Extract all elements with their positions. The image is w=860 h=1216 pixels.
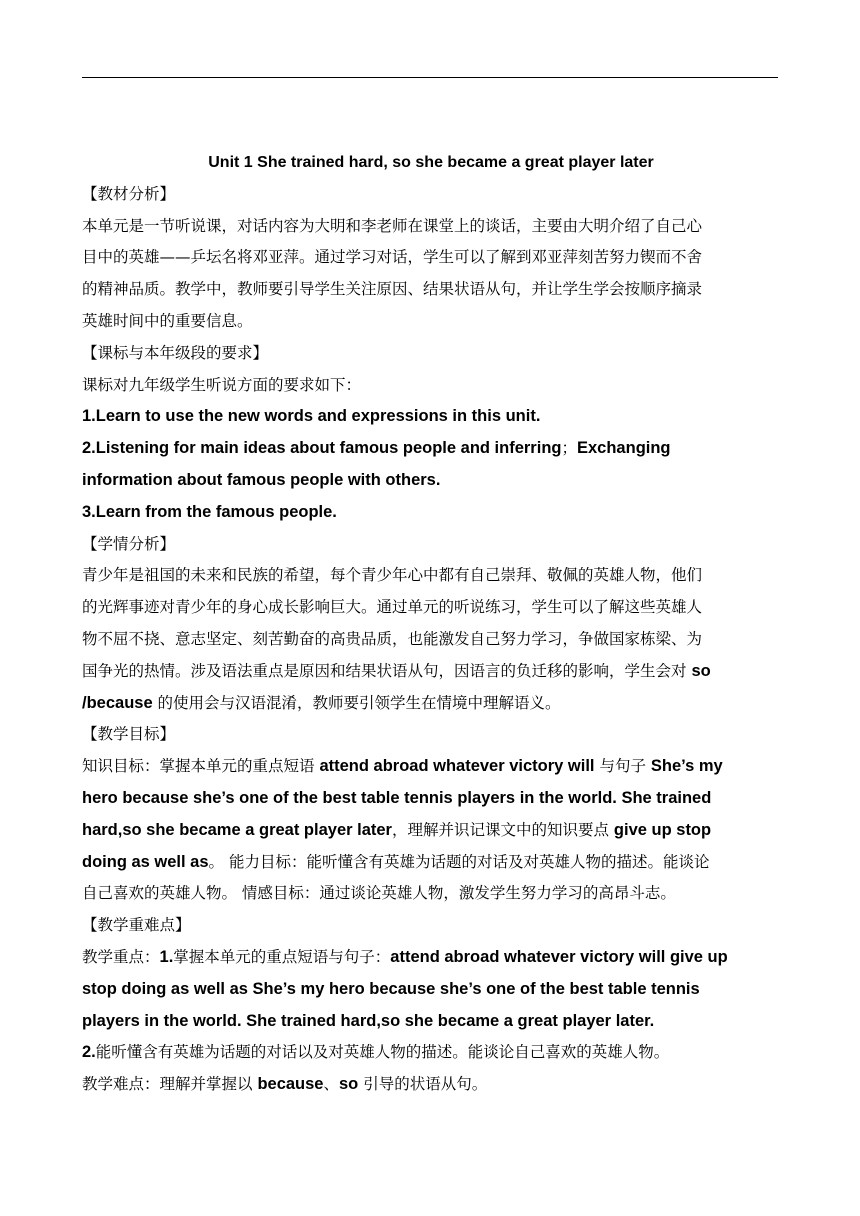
text-run: 教学难点：理解并掌握以: [82, 1075, 258, 1094]
bold-text-run: Exchanging: [577, 439, 671, 458]
text-run: 【教学重难点】: [82, 916, 191, 935]
bold-text-run: /because: [82, 693, 153, 712]
text-run: 的光辉事迹对青少年的身心成长影响巨大。通过单元的听说练习，学生可以了解这些英雄人: [82, 598, 703, 617]
text-line: [82, 847, 780, 879]
text-run: 本单元是一节听说课，对话内容为大明和李老师在课堂上的谈话，主要由大明介绍了自己心: [82, 216, 703, 235]
bold-text-run: attend abroad whatever victory will: [319, 757, 595, 776]
text-line: [82, 1037, 780, 1069]
text-line: [82, 688, 780, 720]
bold-text-run: stop doing as well as She’s my hero because she’s one of the best table tennis: [82, 979, 700, 998]
bold-text-run: so: [691, 661, 711, 680]
text-run: 掌握本单元的重点短语与句子：: [173, 947, 391, 966]
text-run: 、: [323, 1075, 339, 1094]
bold-text-run: 2.: [82, 1043, 96, 1062]
bold-text-run: so: [339, 1075, 359, 1094]
document-title: Unit 1 She trained hard, so she became a great player later: [208, 154, 654, 171]
text-run: 【教学目标】: [82, 725, 176, 744]
text-line: [82, 274, 780, 306]
text-line: [82, 179, 780, 211]
bold-text-run: 1.Learn to use the new words and expressions in this unit.: [82, 407, 541, 426]
bold-text-run: attend abroad whatever victory will give up: [390, 947, 728, 966]
text-run: 引导的状语从句。: [358, 1075, 488, 1094]
bold-text-run: hero because she’s one of the best table tennis players in the world. She trained: [82, 788, 712, 807]
text-line: [82, 338, 780, 370]
text-line: [82, 815, 780, 847]
text-run: 物不屈不挠、意志坚定、刻苦勤奋的高贵品质，也能激发自己努力学习，争做国家栋梁、为: [82, 629, 703, 648]
bold-text-run: 2.Listening for main ideas about famous people and inferring: [82, 439, 562, 458]
text-run: 【学情分析】: [82, 534, 176, 553]
bold-text-run: players in the world. She trained hard,so she became a great player later.: [82, 1011, 655, 1030]
text-run: 自己喜欢的英雄人物。 情感目标：通过谈论英雄人物，激发学生努力学习的高昂斗志。: [82, 884, 676, 903]
text-line: [82, 211, 780, 243]
bold-text-run: 3.Learn from the famous people.: [82, 502, 337, 521]
document-body: [82, 147, 780, 1101]
bold-text-run: 1.: [159, 947, 174, 966]
text-run: 与句子: [594, 757, 651, 776]
text-run: 英雄时间中的重要信息。: [82, 311, 253, 330]
text-line: [82, 1069, 780, 1101]
text-line: [82, 529, 780, 561]
bold-text-run: doing as well as: [82, 852, 209, 871]
text-run: 【教材分析】: [82, 184, 176, 203]
bold-text-run: hard,so she became a great player later: [82, 820, 392, 839]
text-line: [82, 624, 780, 656]
text-run: 【课标与本年级段的要求】: [82, 343, 269, 362]
bold-text-run: give up stop: [613, 820, 712, 839]
text-line: [82, 560, 780, 592]
text-line: [82, 656, 780, 688]
header-rule: [82, 77, 778, 78]
text-run: 知识目标：掌握本单元的重点短语: [82, 757, 320, 776]
text-line: [82, 1006, 780, 1038]
bold-text-run: because: [257, 1075, 324, 1094]
text-line: [82, 942, 780, 974]
text-line: [82, 401, 780, 433]
text-line: [82, 719, 780, 751]
text-run: 的精神品质。教学中，教师要引导学生关注原因、结果状语从句，并让学生学会按顺序摘录: [82, 280, 703, 299]
text-run: 国争光的热情。涉及语法重点是原因和结果状语从句，因语言的负迁移的影响，学生会对: [82, 661, 692, 680]
text-line: [82, 433, 780, 465]
text-line: [82, 370, 780, 402]
text-line: [82, 465, 780, 497]
text-line: [82, 878, 780, 910]
text-run: ，理解并识记课文中的知识要点: [391, 820, 614, 839]
bold-text-run: She’s my: [650, 757, 723, 776]
text-line: [82, 751, 780, 783]
text-run: 青少年是祖国的未来和民族的希望，每个青少年心中都有自己崇拜、敬佩的英雄人物，他们: [82, 566, 703, 585]
text-line: [82, 910, 780, 942]
text-run: 。 能力目标：能听懂含有英雄为话题的对话及对英雄人物的描述。能谈论: [208, 852, 710, 871]
text-run: 教学重点：: [82, 947, 160, 966]
bold-text-run: information about famous people with others.: [82, 470, 441, 489]
text-line: [82, 592, 780, 624]
text-line: [82, 242, 780, 274]
text-run: 目中的英雄——乒坛名将邓亚萍。通过学习对话，学生可以了解到邓亚萍刻苦努力锲而不舍: [82, 248, 703, 267]
text-line: [82, 974, 780, 1006]
text-run: 的使用会与汉语混淆，教师要引领学生在情境中理解语义。: [152, 693, 561, 712]
text-line: [82, 783, 780, 815]
text-run: ；: [561, 439, 577, 458]
text-run: 能听懂含有英雄为话题的对话以及对英雄人物的描述。能谈论自己喜欢的英雄人物。: [95, 1043, 670, 1062]
text-line: [82, 306, 780, 338]
text-line: [82, 497, 780, 529]
text-lines: [82, 179, 780, 1101]
text-run: 课标对九年级学生听说方面的要求如下：: [82, 375, 362, 394]
